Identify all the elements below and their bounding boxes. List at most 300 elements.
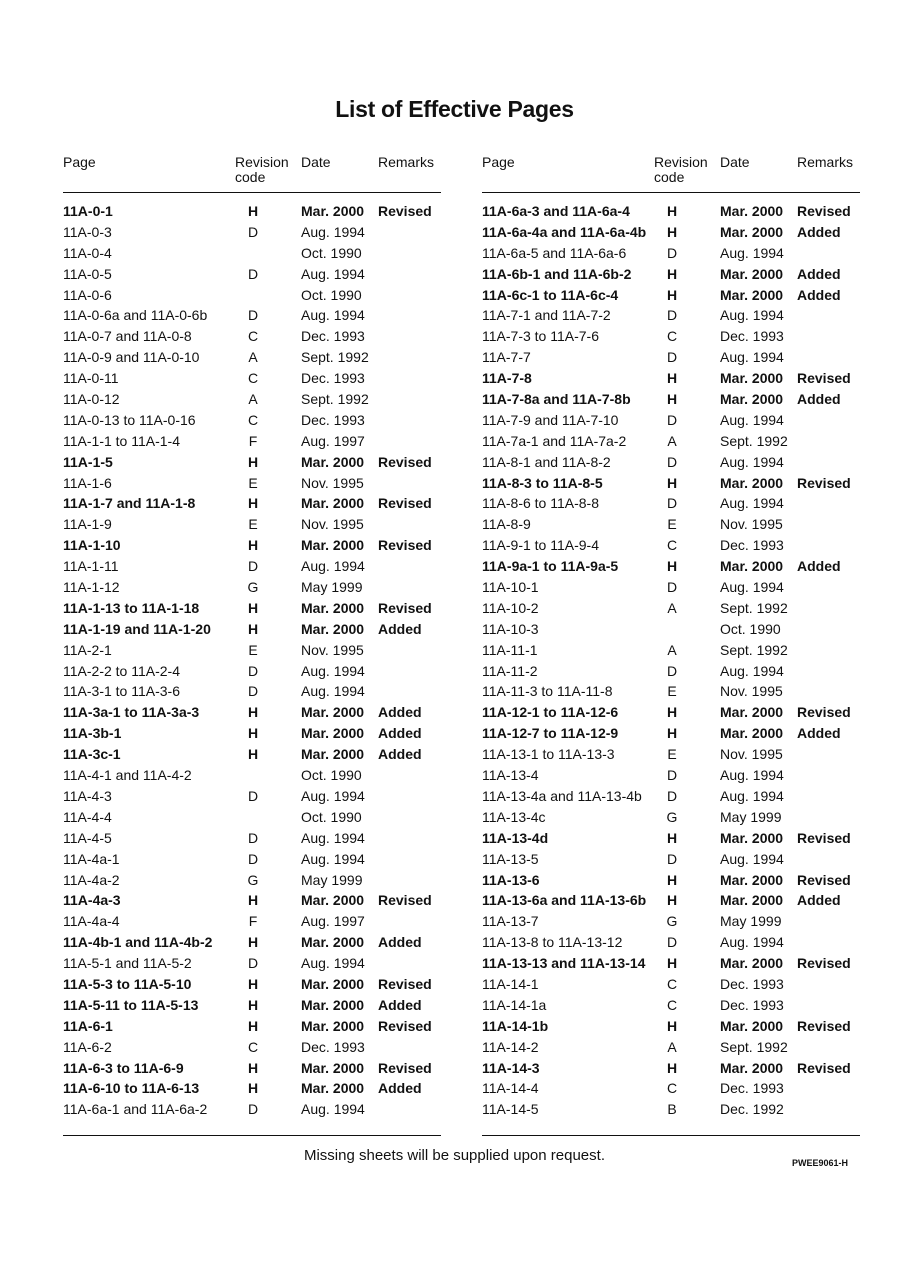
remarks-cell: Revised	[378, 1017, 432, 1034]
page-cell: 11A-1-12	[63, 579, 120, 596]
page-cell: 11A-4-1 and 11A-4-2	[63, 767, 192, 784]
remarks-cell: Added	[378, 746, 422, 763]
remarks-cell: Revised	[378, 453, 432, 470]
page-cell: 11A-13-4	[482, 767, 539, 784]
date-cell: Mar. 2000	[720, 955, 784, 972]
page-cell: 11A-4-3	[63, 787, 112, 804]
page-cell: 11A-14-3	[482, 1059, 540, 1076]
date-cell: Mar. 2000	[720, 370, 784, 387]
table-row	[482, 702, 860, 723]
date-cell: Nov. 1995	[720, 683, 783, 700]
date-cell: Aug. 1994	[301, 787, 365, 804]
revision-code-cell: H	[247, 1059, 259, 1076]
revision-code-cell: H	[247, 453, 259, 470]
revision-code-cell: F	[248, 432, 258, 449]
table-row	[63, 243, 441, 264]
table-row	[63, 535, 441, 556]
table-row	[63, 514, 441, 535]
header-page: Page	[482, 154, 515, 170]
date-cell: Dec. 1993	[720, 975, 784, 992]
date-cell: Oct. 1990	[720, 620, 781, 637]
table-row	[482, 389, 860, 410]
date-cell: Sept. 1992	[301, 349, 369, 366]
page-cell: 11A-4-5	[63, 829, 112, 846]
page-cell: 11A-6a-5 and 11A-6a-6	[482, 244, 627, 261]
page-cell: 11A-8-9	[482, 516, 531, 533]
revision-code-cell: E	[667, 683, 677, 700]
date-cell: Mar. 2000	[301, 746, 365, 763]
revision-code-cell: D	[666, 934, 678, 951]
revision-code-cell: D	[666, 349, 678, 366]
table-row	[482, 911, 860, 932]
remarks-cell: Added	[797, 725, 841, 742]
date-cell: Dec. 1993	[720, 328, 784, 345]
revision-code-cell: H	[247, 725, 259, 742]
revision-code-cell: H	[666, 829, 678, 846]
revision-code-cell: H	[666, 704, 678, 721]
remarks-cell: Revised	[797, 829, 851, 846]
revision-code-cell: F	[248, 913, 258, 930]
page-cell: 11A-6-3 to 11A-6-9	[63, 1059, 184, 1076]
page-cell: 11A-1-1 to 11A-1-4	[63, 432, 180, 449]
date-cell: May 1999	[720, 808, 782, 825]
revision-code-cell: C	[666, 1080, 678, 1097]
page-cell: 11A-14-4	[482, 1080, 539, 1097]
table-row	[482, 305, 860, 326]
date-cell: Mar. 2000	[720, 704, 784, 721]
revision-code-cell: C	[247, 1038, 259, 1055]
revision-code-cell: H	[666, 871, 678, 888]
page-cell: 11A-2-2 to 11A-2-4	[63, 662, 180, 679]
page-cell: 11A-11-1	[482, 641, 538, 658]
date-cell: Mar. 2000	[301, 620, 365, 637]
page-cell: 11A-0-4	[63, 244, 112, 261]
table-row	[482, 1037, 860, 1058]
remarks-cell: Revised	[378, 975, 432, 992]
date-cell: Mar. 2000	[720, 725, 784, 742]
remarks-cell: Added	[378, 725, 422, 742]
table-row	[482, 765, 860, 786]
table-row	[63, 347, 441, 368]
date-cell: Aug. 1994	[720, 850, 784, 867]
page-cell: 11A-10-3	[482, 620, 539, 637]
table-row	[63, 661, 441, 682]
date-cell: Aug. 1994	[301, 662, 365, 679]
page-cell: 11A-9a-1 to 11A-9a-5	[482, 558, 619, 575]
date-cell: Aug. 1997	[301, 432, 365, 449]
page-cell: 11A-13-4d	[482, 829, 549, 846]
table-row	[482, 452, 860, 473]
page-cell: 11A-0-11	[63, 370, 119, 387]
date-cell: Sept. 1992	[720, 599, 788, 616]
header-revision-code: Revision code	[235, 154, 289, 185]
date-cell: Oct. 1990	[301, 286, 362, 303]
page-cell: 11A-0-13 to 11A-0-16	[63, 411, 196, 428]
page-cell: 11A-14-1b	[482, 1017, 549, 1034]
table-row	[63, 431, 441, 452]
date-cell: Sept. 1992	[720, 1038, 788, 1055]
date-cell: Mar. 2000	[301, 1017, 365, 1034]
revision-code-cell: H	[247, 892, 259, 909]
header-date: Date	[301, 154, 331, 170]
revision-code-cell: H	[247, 1017, 259, 1034]
revision-code-cell: D	[247, 850, 259, 867]
revision-code-cell: D	[666, 850, 678, 867]
table-header	[482, 150, 860, 193]
revision-code-cell: D	[666, 411, 678, 428]
table-row	[482, 1078, 860, 1099]
table-row	[63, 870, 441, 891]
table-row	[63, 452, 441, 473]
table-row	[482, 849, 860, 870]
revision-code-cell: H	[666, 265, 678, 282]
table-row	[482, 1016, 860, 1037]
page-cell: 11A-12-1 to 11A-12-6	[482, 704, 619, 721]
revision-code-cell: E	[248, 474, 258, 491]
page-cell: 11A-14-1a	[482, 996, 547, 1013]
page-cell: 11A-6c-1 to 11A-6c-4	[482, 286, 619, 303]
revision-code-cell: H	[666, 286, 678, 303]
page-cell: 11A-13-4a and 11A-13-4b	[482, 787, 642, 804]
table-row	[482, 681, 860, 702]
date-cell: Mar. 2000	[301, 725, 365, 742]
table-row	[482, 243, 860, 264]
date-cell: May 1999	[301, 871, 363, 888]
revision-code-cell: G	[247, 871, 259, 888]
revision-code-cell: G	[666, 913, 678, 930]
date-cell: Aug. 1994	[301, 955, 365, 972]
table-row	[63, 1016, 441, 1037]
revision-code-cell: D	[666, 453, 678, 470]
date-cell: Mar. 2000	[301, 704, 365, 721]
table-row	[63, 995, 441, 1016]
page-cell: 11A-0-12	[63, 391, 120, 408]
page-cell: 11A-13-4c	[482, 808, 546, 825]
remarks-cell: Added	[797, 286, 841, 303]
left-column-table	[63, 150, 441, 1120]
date-cell: Mar. 2000	[720, 871, 784, 888]
revision-code-cell: D	[247, 955, 259, 972]
date-cell: Mar. 2000	[301, 996, 365, 1013]
table-row	[482, 640, 860, 661]
page-cell: 11A-4b-1 and 11A-4b-2	[63, 934, 213, 951]
page-cell: 11A-7-8	[482, 370, 532, 387]
revision-code-cell: D	[247, 307, 259, 324]
remarks-cell: Revised	[797, 871, 851, 888]
remarks-cell: Revised	[378, 537, 432, 554]
revision-code-cell: H	[666, 203, 678, 219]
page-cell: 11A-6-10 to 11A-6-13	[63, 1080, 200, 1097]
remarks-cell: Added	[378, 934, 422, 951]
page-cell: 11A-0-6a and 11A-0-6b	[63, 307, 208, 324]
remarks-cell: Revised	[797, 955, 851, 972]
page-cell: 11A-9-1 to 11A-9-4	[482, 537, 599, 554]
table-row	[482, 974, 860, 995]
date-cell: Oct. 1990	[301, 808, 362, 825]
date-cell: Sept. 1992	[720, 641, 788, 658]
table-row	[482, 285, 860, 306]
revision-code-cell: G	[666, 808, 678, 825]
table-row	[63, 723, 441, 744]
table-row	[63, 389, 441, 410]
page-cell: 11A-10-2	[482, 599, 539, 616]
revision-code-cell: C	[666, 328, 678, 345]
page-cell: 11A-6a-4a and 11A-6a-4b	[482, 223, 647, 240]
page-cell: 11A-5-1 and 11A-5-2	[63, 955, 192, 972]
table-row	[63, 640, 441, 661]
table-row	[482, 723, 860, 744]
revision-code-cell: A	[248, 349, 258, 366]
date-cell: Mar. 2000	[301, 975, 365, 992]
page-cell: 11A-14-5	[482, 1101, 539, 1118]
table-row	[63, 786, 441, 807]
revision-code-cell: D	[666, 244, 678, 261]
date-cell: Mar. 2000	[720, 223, 784, 240]
page-cell: 11A-7a-1 and 11A-7a-2	[482, 432, 627, 449]
revision-code-cell: H	[247, 704, 259, 721]
table-row	[482, 473, 860, 494]
date-cell: Mar. 2000	[301, 1080, 365, 1097]
page-cell: 11A-0-6	[63, 286, 112, 303]
table-row	[482, 222, 860, 243]
page-cell: 11A-13-7	[482, 913, 539, 930]
date-cell: Mar. 2000	[720, 286, 784, 303]
table-row	[482, 932, 860, 953]
page-cell: 11A-8-1 and 11A-8-2	[482, 453, 611, 470]
table-row	[63, 681, 441, 702]
remarks-cell: Added	[797, 265, 841, 282]
date-cell: Mar. 2000	[720, 1059, 784, 1076]
remarks-cell: Revised	[378, 1059, 432, 1076]
remarks-cell: Revised	[378, 892, 432, 909]
revision-code-cell: H	[247, 599, 259, 616]
date-cell: Mar. 2000	[720, 474, 784, 491]
table-row	[482, 619, 860, 640]
page-cell: 11A-12-7 to 11A-12-9	[482, 725, 619, 742]
date-cell: Sept. 1992	[720, 432, 788, 449]
revision-code-cell: C	[666, 537, 678, 554]
date-cell: Dec. 1993	[720, 1080, 784, 1097]
table-row	[482, 201, 860, 222]
page-cell: 11A-4a-4	[63, 913, 120, 930]
revision-code-cell: C	[247, 328, 259, 345]
page-cell: 11A-1-7 and 11A-1-8	[63, 495, 196, 512]
revision-code-cell: A	[667, 641, 677, 658]
revision-code-cell: D	[247, 829, 259, 846]
table-row	[482, 577, 860, 598]
table-row	[63, 1058, 441, 1079]
page-cell: 11A-3b-1	[63, 725, 122, 742]
page-cell: 11A-8-3 to 11A-8-5	[482, 474, 603, 491]
date-cell: Nov. 1995	[301, 641, 364, 658]
page-cell: 11A-2-1	[63, 641, 112, 658]
table-row	[482, 368, 860, 389]
page-cell: 11A-4a-2	[63, 871, 120, 888]
revision-code-cell: H	[666, 725, 678, 742]
table-row	[63, 765, 441, 786]
revision-code-cell: D	[247, 787, 259, 804]
table-row	[63, 285, 441, 306]
date-cell: Dec. 1993	[301, 370, 365, 387]
revision-code-cell: A	[667, 1038, 677, 1055]
table-row	[482, 535, 860, 556]
date-cell: Aug. 1994	[301, 223, 365, 240]
date-cell: Aug. 1994	[720, 453, 784, 470]
remarks-cell: Revised	[797, 474, 851, 491]
table-row	[63, 702, 441, 723]
table-row	[482, 828, 860, 849]
date-cell: Aug. 1994	[720, 787, 784, 804]
table-row	[482, 995, 860, 1016]
table-row	[482, 786, 860, 807]
table-row	[482, 598, 860, 619]
table-row	[482, 953, 860, 974]
date-cell: Sept. 1992	[301, 391, 369, 408]
page-cell: 11A-6b-1 and 11A-6b-2	[482, 265, 632, 282]
page-cell: 11A-4a-1	[63, 850, 120, 867]
right-column-table	[482, 150, 860, 1120]
page-cell: 11A-11-3 to 11A-11-8	[482, 683, 613, 700]
header-revision-code: Revision code	[654, 154, 708, 185]
revision-code-cell: D	[666, 495, 678, 512]
page-cell: 11A-1-5	[63, 453, 113, 470]
revision-code-cell: H	[247, 203, 259, 219]
table-row	[482, 326, 860, 347]
date-cell: Aug. 1994	[301, 1101, 365, 1118]
revision-code-cell: A	[667, 599, 677, 616]
revision-code-cell: H	[247, 996, 259, 1013]
table-row	[63, 1099, 441, 1120]
date-cell: Mar. 2000	[720, 391, 784, 408]
page-cell: 11A-0-3	[63, 223, 112, 240]
table-row	[482, 514, 860, 535]
page-title: List of Effective Pages	[335, 96, 574, 122]
page-cell: 11A-7-7	[482, 349, 531, 366]
date-cell: Mar. 2000	[720, 892, 784, 909]
date-cell: Aug. 1994	[720, 662, 784, 679]
page-cell: 11A-1-10	[63, 537, 121, 554]
revision-code-cell: D	[666, 662, 678, 679]
date-cell: Aug. 1994	[301, 307, 365, 324]
table-row	[63, 410, 441, 431]
date-cell: Dec. 1993	[301, 411, 365, 428]
date-cell: Dec. 1992	[720, 1101, 784, 1118]
page-cell: 11A-0-9 and 11A-0-10	[63, 349, 200, 366]
page-cell: 11A-0-1	[63, 203, 113, 219]
table-row	[63, 305, 441, 326]
page-cell: 11A-5-3 to 11A-5-10	[63, 975, 192, 992]
revision-code-cell: D	[666, 787, 678, 804]
table-row	[63, 890, 441, 911]
remarks-cell: Revised	[797, 1059, 851, 1076]
remarks-cell: Added	[797, 558, 841, 575]
date-cell: Aug. 1994	[301, 850, 365, 867]
page-cell: 11A-7-1 and 11A-7-2	[482, 307, 611, 324]
document-id: PWEE9061-H	[792, 1158, 849, 1168]
remarks-cell: Added	[797, 391, 841, 408]
remarks-cell: Revised	[378, 599, 432, 616]
revision-code-cell: H	[666, 1059, 678, 1076]
date-cell: Mar. 2000	[301, 892, 365, 909]
date-cell: Mar. 2000	[301, 537, 365, 554]
table-row	[63, 619, 441, 640]
table-row	[482, 890, 860, 911]
revision-code-cell: E	[667, 746, 677, 763]
page-cell: 11A-13-5	[482, 850, 539, 867]
header-date: Date	[720, 154, 750, 170]
date-cell: Mar. 2000	[720, 829, 784, 846]
date-cell: Aug. 1994	[720, 411, 784, 428]
page-cell: 11A-13-1 to 11A-13-3	[482, 746, 615, 763]
revision-code-cell: H	[247, 537, 259, 554]
table-header	[63, 150, 441, 193]
table-row	[482, 264, 860, 285]
date-cell: Aug. 1994	[720, 767, 784, 784]
table-row	[63, 326, 441, 347]
revision-code-cell: G	[247, 579, 259, 596]
page-cell: 11A-10-1	[482, 579, 539, 596]
revision-code-cell: H	[666, 391, 678, 408]
page-cell: 11A-13-6a and 11A-13-6b	[482, 892, 647, 909]
table-row	[63, 577, 441, 598]
page-cell: 11A-1-19 and 11A-1-20	[63, 620, 211, 637]
date-cell: Dec. 1993	[720, 996, 784, 1013]
revision-code-cell: H	[666, 558, 678, 575]
revision-code-cell: E	[248, 516, 258, 533]
revision-code-cell: H	[666, 955, 678, 972]
header-remarks: Remarks	[378, 154, 435, 170]
page-cell: 11A-7-8a and 11A-7-8b	[482, 391, 631, 408]
page-cell: 11A-6-2	[63, 1038, 112, 1055]
revision-code-cell: E	[667, 516, 677, 533]
date-cell: Nov. 1995	[301, 474, 364, 491]
date-cell: Mar. 2000	[301, 453, 365, 470]
table-row	[63, 368, 441, 389]
remarks-cell: Added	[378, 620, 422, 637]
table-row	[63, 849, 441, 870]
page-cell: 11A-1-9	[63, 516, 112, 533]
date-cell: Oct. 1990	[301, 767, 362, 784]
revision-code-cell: D	[247, 558, 259, 575]
left-table-end-rule	[63, 1135, 441, 1136]
date-cell: May 1999	[301, 579, 363, 596]
date-cell: Mar. 2000	[720, 558, 784, 575]
date-cell: Mar. 2000	[301, 1059, 365, 1076]
page-cell: 11A-6a-3 and 11A-6a-4	[482, 203, 630, 219]
revision-code-cell: E	[248, 641, 258, 658]
date-cell: Aug. 1994	[720, 307, 784, 324]
date-cell: Aug. 1994	[301, 683, 365, 700]
revision-code-cell: H	[666, 223, 678, 240]
table-row	[482, 493, 860, 514]
date-cell: Nov. 1995	[720, 516, 783, 533]
revision-code-cell: H	[666, 892, 678, 909]
revision-code-cell: C	[666, 975, 678, 992]
date-cell: Nov. 1995	[720, 746, 783, 763]
table-row	[482, 347, 860, 368]
table-row	[482, 410, 860, 431]
revision-code-cell: B	[667, 1101, 677, 1118]
page-cell: 11A-6-1	[63, 1017, 113, 1034]
page-cell: 11A-3-1 to 11A-3-6	[63, 683, 180, 700]
revision-code-cell: H	[247, 495, 259, 512]
table-row	[482, 556, 860, 577]
page-cell: 11A-13-8 to 11A-13-12	[482, 934, 623, 951]
table-row	[63, 744, 441, 765]
page-cell: 11A-0-5	[63, 265, 112, 282]
remarks-cell: Added	[797, 892, 841, 909]
date-cell: Oct. 1990	[301, 244, 362, 261]
